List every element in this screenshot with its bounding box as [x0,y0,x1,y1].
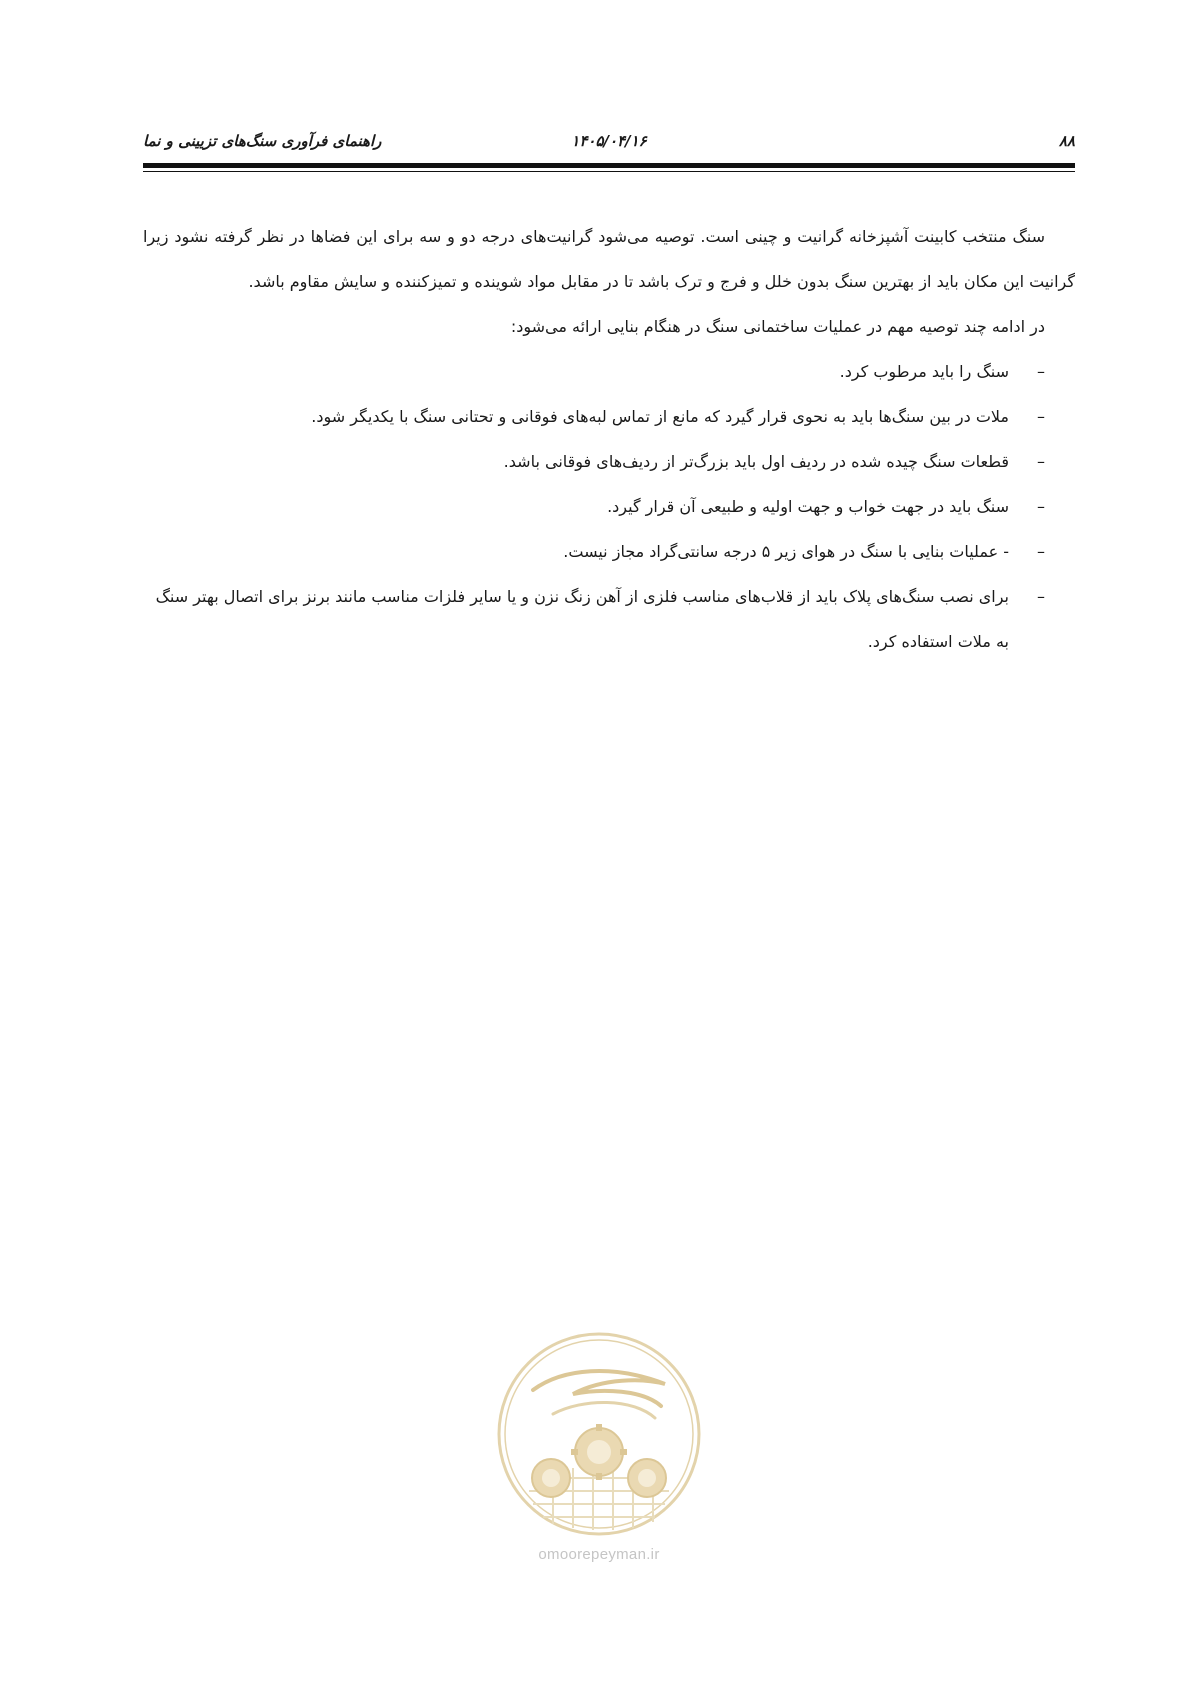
recommendation-list [143,349,1075,664]
bullet-dash: – [1037,542,1045,561]
body-paragraph-1: سنگ منتخب کابینت آشپزخانه گرانیت و چینی است. توصیه می‌شود گرانیت‌های درجه دو و سه برای این فضاها در نظر گرفته نشود زیرا گرانیت این مکان باید از بهترین سنگ بدون خلل و فرج و ترک باشد تا در مقابل مواد شوینده و تمیزکننده و سایش مقاوم باشد. [143,227,1075,291]
header-date: ۱۴۰۵/۰۴/۱۶ [571,132,647,150]
list-item-text: سنگ باید در جهت خواب و جهت اولیه و طبیعی آن قرار گیرد. [607,497,1009,516]
header-rule-thin [143,171,1075,172]
page-header [143,120,1075,160]
header-title: راهنمای فرآوری سنگ‌های تزیینی و نما [143,132,382,150]
list-item [143,574,1075,664]
list-item [143,529,1075,574]
list-item-text: سنگ را باید مرطوب کرد. [839,362,1009,381]
bullet-dash: – [1037,587,1045,606]
bullet-dash: – [1037,407,1045,426]
bullet-dash: – [1037,497,1045,516]
bullet-dash: – [1037,452,1045,471]
list-item-text: - عملیات بنایی با سنگ در هوای زیر ۵ درجه سانتی‌گراد مجاز نیست. [563,542,1009,561]
list-item [143,349,1075,394]
watermark-caption: omoorepeyman.ir [538,1546,660,1563]
seal-logo-icon [493,1328,705,1540]
body-content [143,214,1075,664]
body-paragraph-2: در ادامه چند توصیه مهم در عملیات ساختمانی سنگ در هنگام بنایی ارائه می‌شود: [510,317,1045,336]
list-item [143,394,1075,439]
bullet-dash: – [1037,362,1045,381]
list-item [143,484,1075,529]
list-item-text: برای نصب سنگ‌های پلاک باید از قلاب‌های مناسب فلزی از آهن زنگ نزن و یا سایر فلزات مناسب مانند برنز برای اتصال بهتر سنگ به ملات استفاده کرد. [155,587,1009,651]
list-item-text: ملات در بین سنگ‌ها باید به نحوی قرار گیرد که مانع از تماس لبه‌های فوقانی و تحتانی سنگ با یکدیگر شود. [311,407,1009,426]
page-number: ۸۸ [1058,132,1075,150]
list-item-text: قطعات سنگ چیده شده در ردیف اول باید بزرگ‌تر از ردیف‌های فوقانی باشد. [503,452,1009,471]
watermark-seal [493,1328,705,1598]
header-rule-thick [143,163,1075,168]
list-item [143,439,1075,484]
